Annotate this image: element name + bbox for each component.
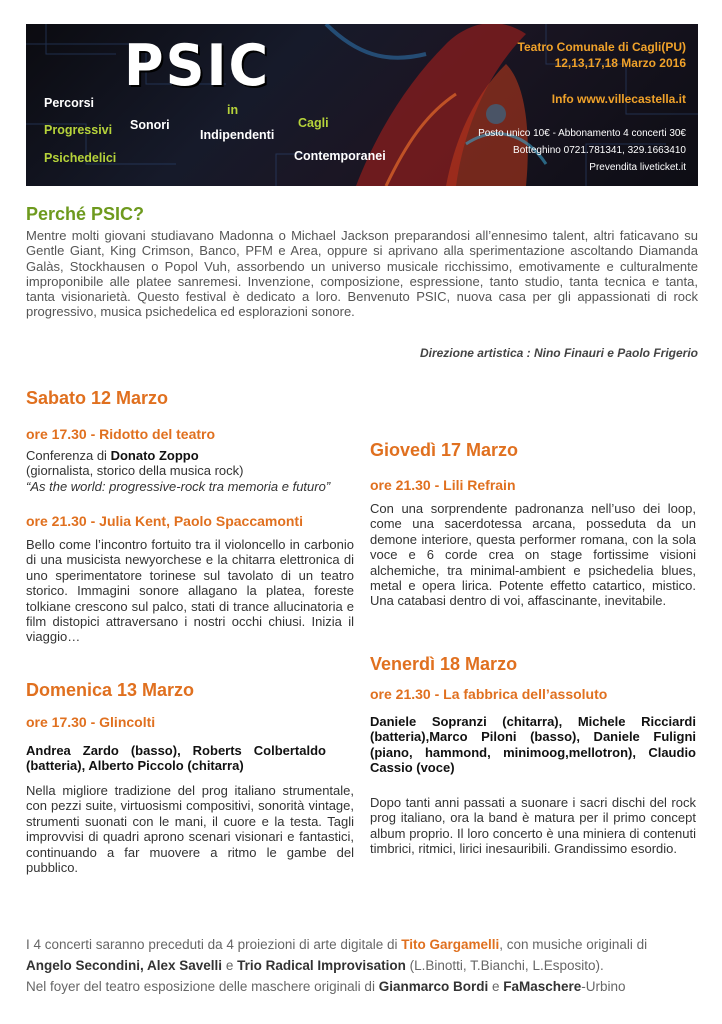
day-heading-venerdi: Venerdì 18 Marzo	[370, 654, 518, 674]
musician-names: Angelo Secondini, Alex Savelli	[26, 958, 223, 973]
banner-word-in: in	[227, 103, 239, 117]
banner-venue: Teatro Comunale di Cagli(PU)	[517, 40, 686, 54]
banner-word-contemporanei: Contemporanei	[294, 149, 386, 163]
footer-text: -Urbino	[581, 979, 626, 994]
event-heading-giovedi	[370, 477, 516, 493]
event-time: ore 17.30 -	[26, 426, 100, 442]
event-heading-domenica	[26, 714, 155, 730]
banner-word-sonori: Sonori	[130, 118, 170, 132]
banner-presale: Prevendita liveticket.it	[589, 162, 686, 173]
trio-name: Trio Radical Improvisation	[237, 958, 406, 973]
event-heading-venerdi	[370, 686, 607, 702]
event-desc-venerdi: Dopo tanti anni passati a suonare i sacri dischi del rock prog italiano, ora la band è matura per il primo concept album proprio. Il loro concerto è una miniera di contenuti timbrici, ritmici, lirici inesauribili. Grandissimo esordio.	[370, 795, 696, 857]
banner-dates: 12,13,17,18 Marzo 2016	[554, 56, 686, 70]
event-name: Ridotto del teatro	[99, 426, 216, 442]
event-time: ore 17.30 -	[26, 714, 100, 730]
event-name: - Julia Kent, Paolo Spaccamonti	[90, 513, 303, 529]
artist-name: Tito Gargamelli	[401, 937, 500, 952]
banner-price: Posto unico 10€ - Abbonamento 4 concerti 30€	[478, 128, 686, 139]
event-time: ore 21.30	[26, 513, 91, 529]
event-time: ore 21.30 -	[370, 477, 444, 493]
footer-text: I 4 concerti saranno preceduti da 4 proiezioni di arte digitale di	[26, 937, 402, 952]
footer-text: , con musiche originali di	[499, 937, 648, 952]
header-banner	[26, 24, 698, 186]
speaker-role: (giornalista, storico della musica rock)	[26, 463, 244, 479]
event-heading-sabato-2	[26, 513, 303, 529]
banner-word-indipendenti: Indipendenti	[200, 128, 275, 142]
banner-word-psichedelici: Psichedelici	[44, 151, 117, 165]
event-time: ore 21.30 -	[370, 686, 444, 702]
day-heading-sabato: Sabato 12 Marzo	[26, 388, 169, 408]
conference-label: Conferenza di	[26, 448, 111, 463]
event-desc-sabato-1	[26, 448, 356, 494]
event-name: Lili Refrain	[443, 477, 516, 493]
footer-text: e	[488, 979, 504, 994]
footer-text: e	[222, 958, 238, 973]
lineup-domenica: Andrea Zardo (basso), Roberts Colbertaldo (batteria), Alberto Piccolo (chitarra)	[26, 743, 326, 774]
footer-text: (L.Binotti, T.Bianchi, L.Esposito).	[405, 958, 604, 973]
event-heading-sabato-1	[26, 426, 215, 442]
intro-text: Mentre molti giovani studiavano Madonna o Michael Jackson preparandosi all’ennesimo talent, altri faticavano su Gentle Giant, King Crimson, Banco, PFM e Area, oppure si aprivano alla sperimentazione ascoltando Diamanda Galàs, Stockhausen o Popol Vuh, assorbendo un universo musicale ricchissimo, emotivamente e culturalmente improponibile alle platee sanremesi. Invenzione, composizione, espressione, tanto studio, tanta tecnica e tanta, tanta visionarietà. Questo festival è dedicato a loro. Benvenuto PSIC, nuova casa per gli appassionati di rock progressivo, musica psichedelica ed esplorazioni sonore.	[26, 228, 698, 320]
mask-brand: FaMaschere	[503, 979, 582, 994]
banner-word-cagli: Cagli	[298, 116, 329, 130]
conference-title: “As the world: progressive-rock tra memoria e futuro”	[26, 478, 331, 494]
footer-text: Nel foyer del teatro esposizione delle maschere originali di	[26, 979, 379, 994]
lineup-venerdi: Daniele Sopranzi (chitarra), Michele Ricciardi (batteria),Marco Piloni (basso), Daniele Fuligni (piano, hammond, minimoog,mellotron), Claudio Cassio (voce)	[370, 714, 696, 776]
day-heading-domenica: Domenica 13 Marzo	[26, 680, 195, 700]
psic-logo: PSIC	[124, 32, 271, 99]
banner-box-office: Botteghino 0721.781341, 329.1663410	[513, 145, 686, 156]
event-name: La fabbrica dell’assoluto	[443, 686, 608, 702]
mask-artist: Gianmarco Bordi	[378, 979, 489, 994]
speaker-name: Donato Zoppo	[110, 448, 199, 463]
intro-title: Perché PSIC?	[26, 204, 145, 224]
event-desc-giovedi: Con una sorprendente padronanza nell’uso dei loop, come una sacerdotessa arcana, posseduta da un demone interiore, questa performer romana, con la sola voce e 6 corde crea on stage fortissime visioni alchemiche, tra minimal-ambient e psichedelia blues, metal e opera lirica. Potente effetto catartico, mistico. Una catabasi dentro di voi, affascinante, inevitabile.	[370, 501, 696, 609]
event-desc-sabato-2: Bello come l’incontro fortuito tra il violoncello in carbonio di una musicista newyorchese e la chitarra elettronica di uno sperimentatore torinese sul tavolato di un teatro storico. Immagini sonore allagano la platea, foreste tolkiane crescono sul palco, stati di trance allucinatoria e film distopici attraversano i nostri occhi chiusi. Inizia il viaggio…	[26, 537, 354, 645]
banner-word-progressivi: Progressivi	[44, 123, 113, 137]
banner-info-link[interactable]: Info www.villecastella.it	[551, 92, 686, 106]
banner-word-percorsi: Percorsi	[44, 96, 95, 110]
day-heading-giovedi: Giovedì 17 Marzo	[370, 440, 519, 460]
event-desc-domenica: Nella migliore tradizione del prog italiano strumentale, con pezzi suite, virtuosismi compositivi, sonorità vintage, strumenti suonati con le mani, il cuore e la testa. Tagli improvvisi di quadri aprono scenari visionari e fantastici, continuando a far muovere a ritmo le gambe del pubblico.	[26, 783, 354, 876]
event-name: Glincolti	[99, 714, 156, 730]
artistic-direction: Direzione artistica : Nino Finauri e Paolo Frigerio	[419, 346, 698, 360]
footer-note	[26, 934, 706, 997]
